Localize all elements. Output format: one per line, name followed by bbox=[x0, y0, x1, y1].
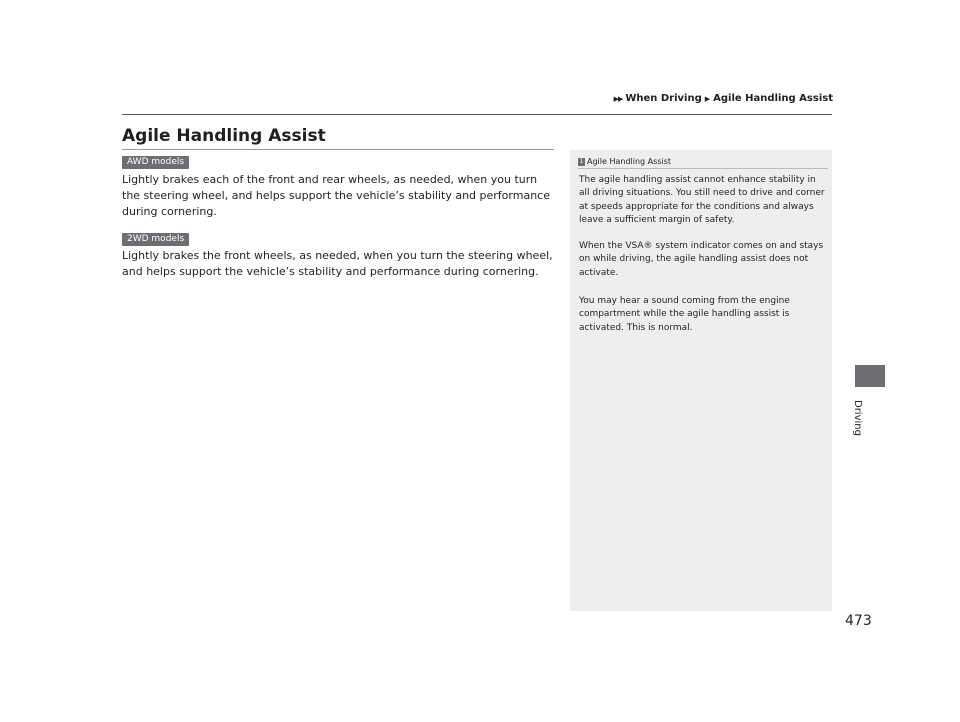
sidebar-note bbox=[570, 150, 832, 611]
breadcrumb-arrows-icon: ▶▶ bbox=[613, 94, 623, 103]
breadcrumb bbox=[614, 93, 833, 104]
2wd-description: Lightly brakes the front wheels, as needed, when you turn the steering wheel, and helps support the vehicle’s stability and performance during cornering. bbox=[122, 249, 553, 278]
breadcrumb-separator-icon: ▶ bbox=[704, 94, 711, 103]
title-divider bbox=[122, 149, 554, 150]
note-paragraph-2: When the VSA® system indicator comes on and stays on while driving, the agile handling assist does not activate. bbox=[579, 241, 824, 278]
note-paragraph-3: You may hear a sound coming from the engine compartment while the agile handling assist is activated. This is normal. bbox=[579, 296, 790, 333]
2wd-models-badge: 2WD models bbox=[122, 233, 189, 246]
note-heading bbox=[578, 157, 671, 166]
header-divider bbox=[122, 114, 832, 115]
note-paragraph-1: The agile handling assist cannot enhance stability in all driving situations. You still need to drive and corner at speeds appropriate for the conditions and always leave a sufficient margin of safety. bbox=[579, 175, 825, 225]
page-number: 473 bbox=[845, 613, 872, 629]
note-heading-text: Agile Handling Assist bbox=[587, 157, 671, 166]
awd-description: Lightly brakes each of the front and rear wheels, as needed, when you turn the steering wheel, and helps support the vehicle’s stability and performance during cornering. bbox=[122, 173, 550, 218]
breadcrumb-section: When Driving bbox=[625, 93, 702, 104]
section-tab-marker bbox=[855, 365, 885, 387]
note-divider bbox=[578, 168, 828, 169]
page-title: Agile Handling Assist bbox=[122, 126, 326, 146]
breadcrumb-page: Agile Handling Assist bbox=[713, 93, 833, 104]
section-side-label: Driving bbox=[852, 400, 863, 436]
awd-models-badge: AWD models bbox=[122, 156, 189, 169]
note-marker-icon: 1 bbox=[579, 157, 584, 165]
